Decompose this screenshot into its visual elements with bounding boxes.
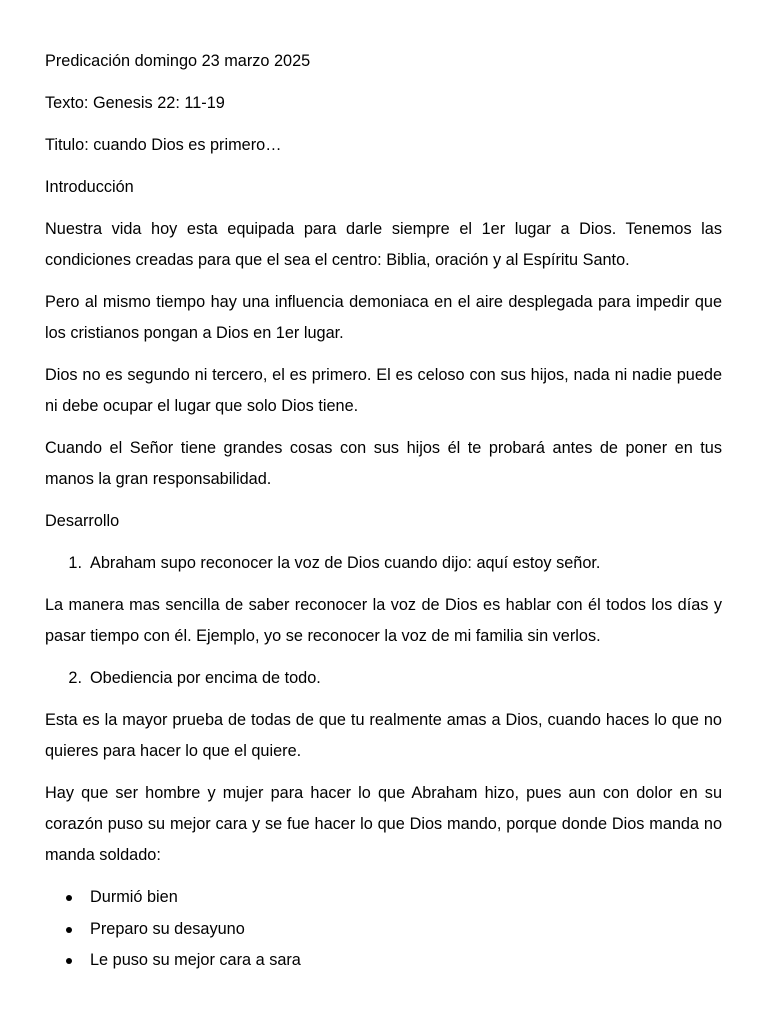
- numbered-item-text: Abraham supo reconocer la voz de Dios cuando dijo: aquí estoy señor.: [90, 554, 601, 572]
- scripture-reference: Texto: Genesis 22: 11-19: [45, 94, 225, 112]
- bullet-item: [45, 882, 722, 914]
- bullet-text: Le puso su mejor cara a sara: [90, 951, 301, 969]
- body-paragraph: Hay que ser hombre y mujer para hacer lo que Abraham hizo, pues aun con dolor en su corazón puso su mejor cara y se fue hacer lo que Dios mando, porque donde Dios manda no manda soldado:: [45, 784, 722, 864]
- intro-paragraph: Nuestra vida hoy esta equipada para darle siempre el 1er lugar a Dios. Tenemos las condiciones creadas para que el sea el centro: Biblia, oración y al Espíritu Santo.: [45, 220, 722, 269]
- bullet-icon: [45, 945, 90, 977]
- development-heading: Desarrollo: [45, 512, 120, 530]
- numbered-item-1: [45, 548, 722, 579]
- document-title: Predicación domingo 23 marzo 2025: [45, 52, 311, 70]
- sermon-title: Titulo: cuando Dios es primero…: [45, 136, 282, 154]
- intro-paragraph: Pero al mismo tiempo hay una influencia demoniaca en el aire desplegada para impedir que los cristianos pongan a Dios en 1er lugar.: [45, 293, 722, 342]
- list-number: 2.: [68, 669, 82, 687]
- intro-paragraph: Cuando el Señor tiene grandes cosas con sus hijos él te probará antes de poner en tus manos la gran responsabilidad.: [45, 439, 722, 488]
- numbered-item-text: Obediencia por encima de todo.: [90, 669, 321, 687]
- bullet-text: Durmió bien: [90, 888, 178, 906]
- bullet-icon: [45, 882, 90, 914]
- list-number: 1.: [68, 554, 82, 572]
- bullet-list: [45, 882, 722, 977]
- document-page: [45, 46, 722, 988]
- numbered-item-2: [45, 663, 722, 694]
- bullet-icon: [45, 914, 90, 946]
- intro-paragraph: Dios no es segundo ni tercero, el es primero. El es celoso con sus hijos, nada ni nadie puede ni debe ocupar el lugar que solo Dios tiene.: [45, 366, 722, 415]
- bullet-item: [45, 945, 722, 977]
- body-paragraph: La manera mas sencilla de saber reconocer la voz de Dios es hablar con él todos los días y pasar tiempo con él. Ejemplo, yo se reconocer la voz de mi familia sin verlos.: [45, 596, 722, 645]
- intro-heading: Introducción: [45, 178, 134, 196]
- bullet-text: Preparo su desayuno: [90, 919, 245, 938]
- body-paragraph: Esta es la mayor prueba de todas de que tu realmente amas a Dios, cuando haces lo que no quieres para hacer lo que el quiere.: [45, 711, 722, 760]
- bullet-item: [45, 914, 722, 946]
